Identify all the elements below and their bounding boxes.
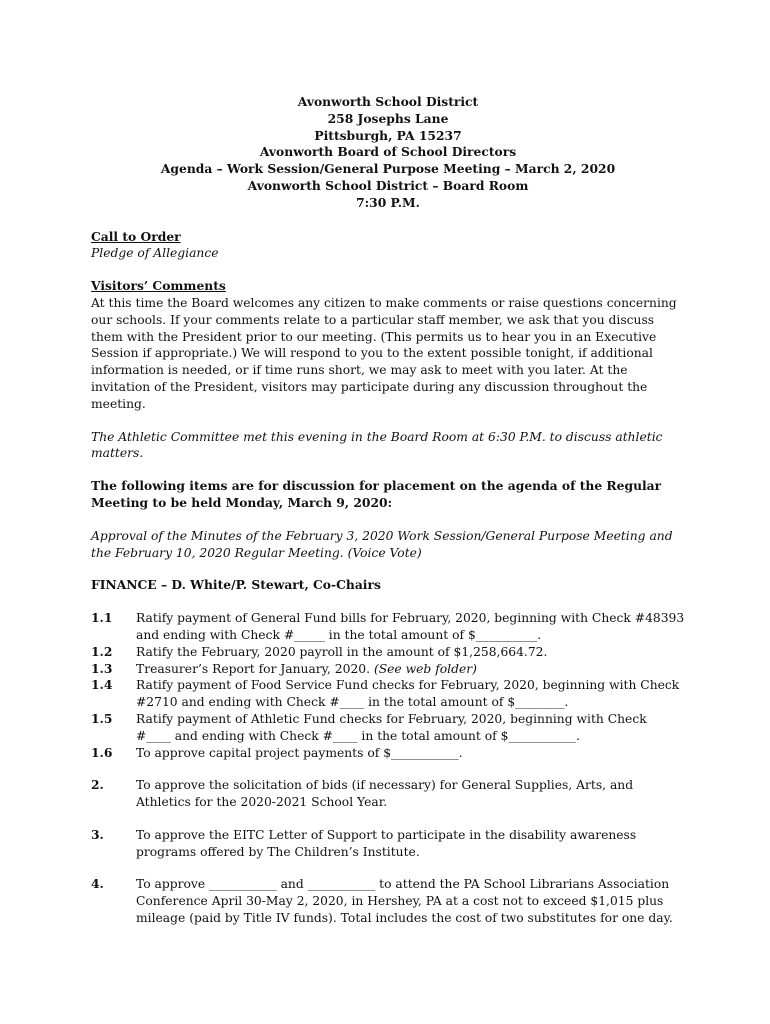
item-text: Ratify the February, 2020 payroll in the amount of $1,258,664.72.: [136, 644, 548, 659]
agenda-item: [91, 876, 685, 926]
item-text: To approve ___________ and ___________ to attend the PA School Librarians Association Conference April 30-May 2, 2020, in Hershey, PA at a cost not to exceed $1,015 plus mileage (paid by Title IV funds). Total includes the cost of two substitutes for one day.: [136, 877, 673, 926]
meeting-time: 7:30 P.M.: [356, 194, 420, 210]
item-text: Treasurer’s Report for January, 2020.: [136, 661, 371, 676]
discussion-intro: The following items are for discussion for placement on the agenda of the Regular Meeting to be held Monday, March 9, 2020:: [91, 478, 662, 510]
item-text: Ratify payment of General Fund bills for February, 2020, beginning with Check #48393 and ending with Check #_____ in the total amount of $__________.: [136, 611, 685, 642]
board-name: Avonworth Board of School Directors: [259, 144, 517, 160]
agenda-item: [91, 777, 685, 811]
minutes-approval: Approval of the Minutes of the February 3, 2020 Work Session/General Purpose Meeting and the February 10, 2020 Regular Meeting. (Voice Vote): [91, 528, 673, 560]
item-number: 1.2: [91, 643, 113, 659]
visitors-comments-section: [91, 278, 685, 412]
visitors-comments-body: At this time the Board welcomes any citizen to make comments or raise questions concerning our schools. If your comments relate to a particular staff member, we ask that you discuss them with the President prior to our meeting. (This permits us to hear you in an Executive Session if appropriate.) We will respond to you to the extent possible tonight, if additional information is needed, or if time runs short, we may ask to meet with you later. At the invitation of the President, visitors may participate during any discussion throughout the meeting.: [91, 295, 677, 411]
meeting-location: Avonworth School District – Board Room: [247, 177, 529, 193]
call-to-order-title: Call to Order: [91, 228, 181, 244]
item-number: 1.3: [91, 660, 113, 676]
document-header: [91, 94, 685, 212]
item-number: 1.1: [91, 610, 113, 626]
finance-title: FINANCE – D. White/P. Stewart, Co-Chairs: [91, 577, 381, 593]
finance-item: [91, 711, 685, 745]
item-number: 2.: [91, 777, 104, 793]
item-number: 3.: [91, 826, 104, 842]
call-to-order-section: [91, 229, 685, 263]
item-number: 4.: [91, 876, 104, 892]
item-text-wrap: [136, 661, 685, 678]
finance-item: [91, 644, 685, 661]
district-name: Avonworth School District: [297, 94, 479, 109]
item-text: Ratify payment of Food Service Fund checks for February, 2020, beginning with Check #2710 and ending with Check #____ in the total amount of $________.: [136, 678, 680, 710]
item-text: Ratify payment of Athletic Fund checks for February, 2020, beginning with Check #____ and ending with Check #____ in the total amount of $___________.: [136, 711, 647, 743]
agenda-document: [91, 94, 685, 927]
finance-item: [91, 677, 685, 711]
item-text: To approve the EITC Letter of Support to participate in the disability awareness programs offered by The Children’s Institute.: [136, 827, 637, 859]
agenda-item: [91, 827, 685, 861]
pledge-of-allegiance: Pledge of Allegiance: [91, 246, 219, 261]
finance-item: [91, 610, 685, 644]
item-note: (See web folder): [373, 661, 477, 676]
item-text: To approve capital project payments of $___________.: [136, 745, 463, 760]
finance-items: [91, 610, 685, 761]
district-address-city: Pittsburgh, PA 15237: [314, 127, 462, 143]
item-text: To approve the solicitation of bids (if necessary) for General Supplies, Arts, and Athletics for the 2020-2021 School Year.: [136, 778, 634, 810]
agenda-title: Agenda – Work Session/General Purpose Meeting – March 2, 2020: [160, 161, 616, 177]
item-number: 1.5: [91, 710, 113, 726]
athletic-committee-note: The Athletic Committee met this evening in the Board Room at 6:30 P.M. to discuss athletic matters.: [91, 429, 663, 461]
item-number: 1.4: [91, 677, 113, 693]
visitors-comments-title: Visitors’ Comments: [91, 278, 226, 294]
item-number: 1.6: [91, 744, 113, 760]
finance-item: [91, 745, 685, 762]
finance-item: [91, 661, 685, 678]
district-address-street: 258 Josephs Lane: [327, 110, 449, 126]
